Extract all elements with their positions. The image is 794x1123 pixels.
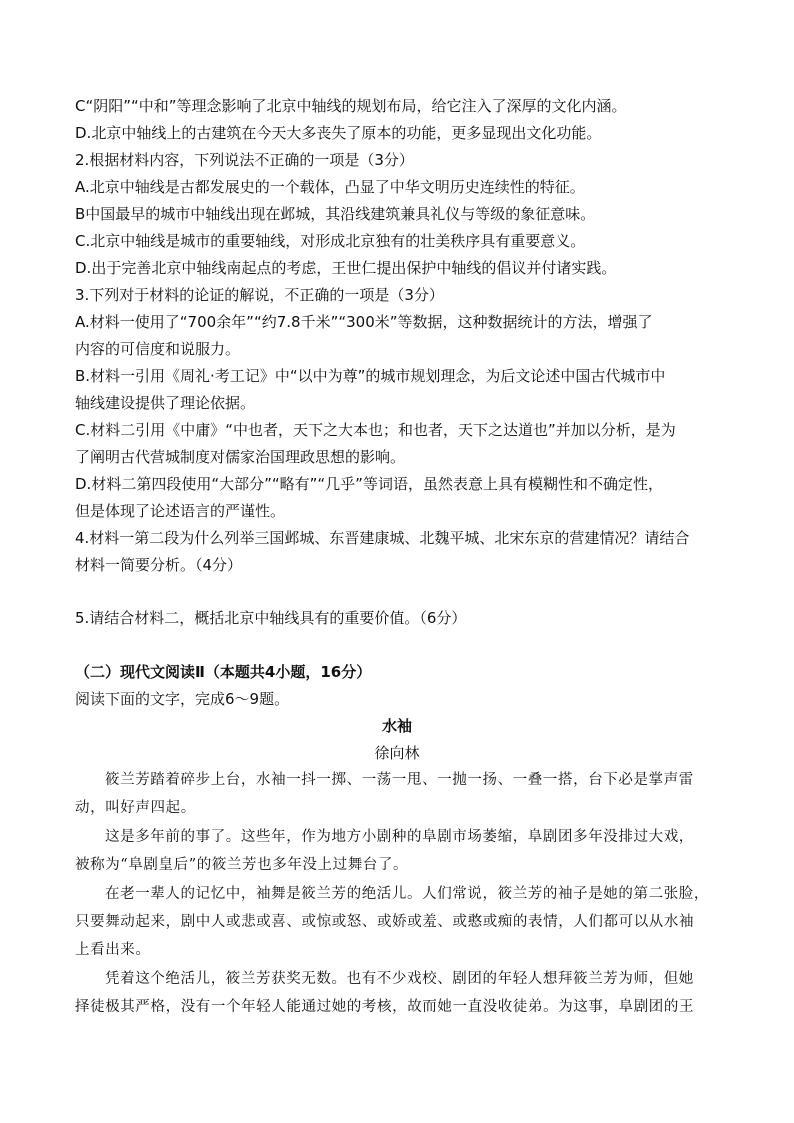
question-3-option-a: A.材料一使用了“700余年”“约7.8千米”“300米”等数据，这种数据统计的方法，增强了 [75, 313, 653, 331]
question-2-stem: 2.根据材料内容，下列说法不正确的一项是（3分） [75, 151, 414, 169]
story-paragraph-2: 这是多年前的事了。这些年，作为地方小剧种的阜剧市场萎缩，阜剧团多年没排过大戏， [105, 829, 694, 845]
question-5-stem: 5.请结合材料二，概括北京中轴线具有的重要价值。（6分） [75, 609, 467, 627]
story-paragraph-2-cont: 被称为“阜剧皇后”的筱兰芳也多年没上过舞台了。 [75, 857, 409, 873]
story-author: 徐向林 [374, 744, 420, 762]
question-3-option-b: B.材料一引用《周礼·考工记》中“以中为尊”的城市规划理念，为后文论述中国古代城市中 [75, 367, 666, 385]
story-paragraph-1-cont: 动，叫好声四起。 [75, 800, 196, 816]
question-3-option-a-cont: 内容的可信度和说服力。 [75, 340, 241, 358]
question-3-option-c-cont: 了阐明古代营城制度对儒家治国理政思想的影响。 [75, 448, 406, 466]
story-paragraph-4-cont: 择徒极其严格，没有一个年轻人能通过她的考核，故而她一直没收徒弟。为这事，阜剧团的王 [75, 999, 695, 1015]
section-heading: （二）现代文阅读Ⅱ（本题共4小题，16分） [75, 663, 372, 681]
question-2-option-a: A.北京中轴线是古都发展史的一个载体，凸显了中华文明历史连续性的特征。 [75, 178, 585, 196]
story-paragraph-1: 筱兰芳踏着碎步上台，水袖一抖一掷、一荡一甩、一抛一扬、一叠一搭，台下必是掌声雷 [105, 772, 694, 788]
question-3-stem: 3.下列对于材料的论证的解说，不正确的一项是（3分） [75, 286, 444, 304]
story-paragraph-4: 凭着这个绝活儿，筱兰芳获奖无数。也有不少戏校、剧团的年轻人想拜筱兰芳为师，但她 [105, 971, 694, 987]
question-3-option-b-cont: 轴线建设提供了理论依据。 [75, 394, 256, 412]
question-3-option-d-cont: 但是体现了论述语言的严谨性。 [75, 502, 286, 520]
question-3-option-d: D.材料二第四段使用“大部分”“略有”“几乎”等词语，虽然表意上具有模糊性和不确定性， [75, 475, 663, 493]
story-paragraph-3-cont: 上看出来。 [75, 942, 151, 958]
option-d-text: D.北京中轴线上的古建筑在今天大多丧失了原本的功能，更多显现出文化功能。 [75, 124, 602, 142]
section-instruction: 阅读下面的文字，完成6～9题。 [75, 690, 290, 708]
question-2-option-b: B中国最早的城市中轴线出现在邺城，其沿线建筑兼具礼仪与等级的象征意味。 [75, 205, 596, 223]
question-3-option-c: C.材料二引用《中庸》“中也者，天下之大本也；和也者，天下之达道也”并加以分析，是为 [75, 421, 676, 439]
option-c-text: C“阴阳”“中和”等理念影响了北京中轴线的规划布局，给它注入了深厚的文化内涵。 [75, 97, 627, 115]
question-2-option-c: C.北京中轴线是城市的重要轴线，对形成北京独有的壮美秩序具有重要意义。 [75, 232, 586, 250]
question-4-stem-cont: 材料一简要分析。（4分） [75, 556, 243, 574]
story-title: 水袖 [381, 717, 412, 735]
story-paragraph-3: 在老一辈人的记忆中，袖舞是筱兰芳的绝活儿。人们常说，筱兰芳的袖子是她的第二张脸， [105, 886, 709, 902]
question-4-stem: 4.材料一第二段为什么列举三国邺城、东晋建康城、北魏平城、北宋东京的营建情况？请结合 [75, 529, 690, 547]
question-2-option-d: D.出于完善北京中轴线南起点的考虑，王世仁提出保护中轴线的倡议并付诸实践。 [75, 259, 617, 277]
story-paragraph-3-cont: 只要舞动起来，剧中人或悲或喜、或惊或怒、或娇或羞、或憨或痴的表情，人们都可以从水袖 [75, 914, 695, 930]
